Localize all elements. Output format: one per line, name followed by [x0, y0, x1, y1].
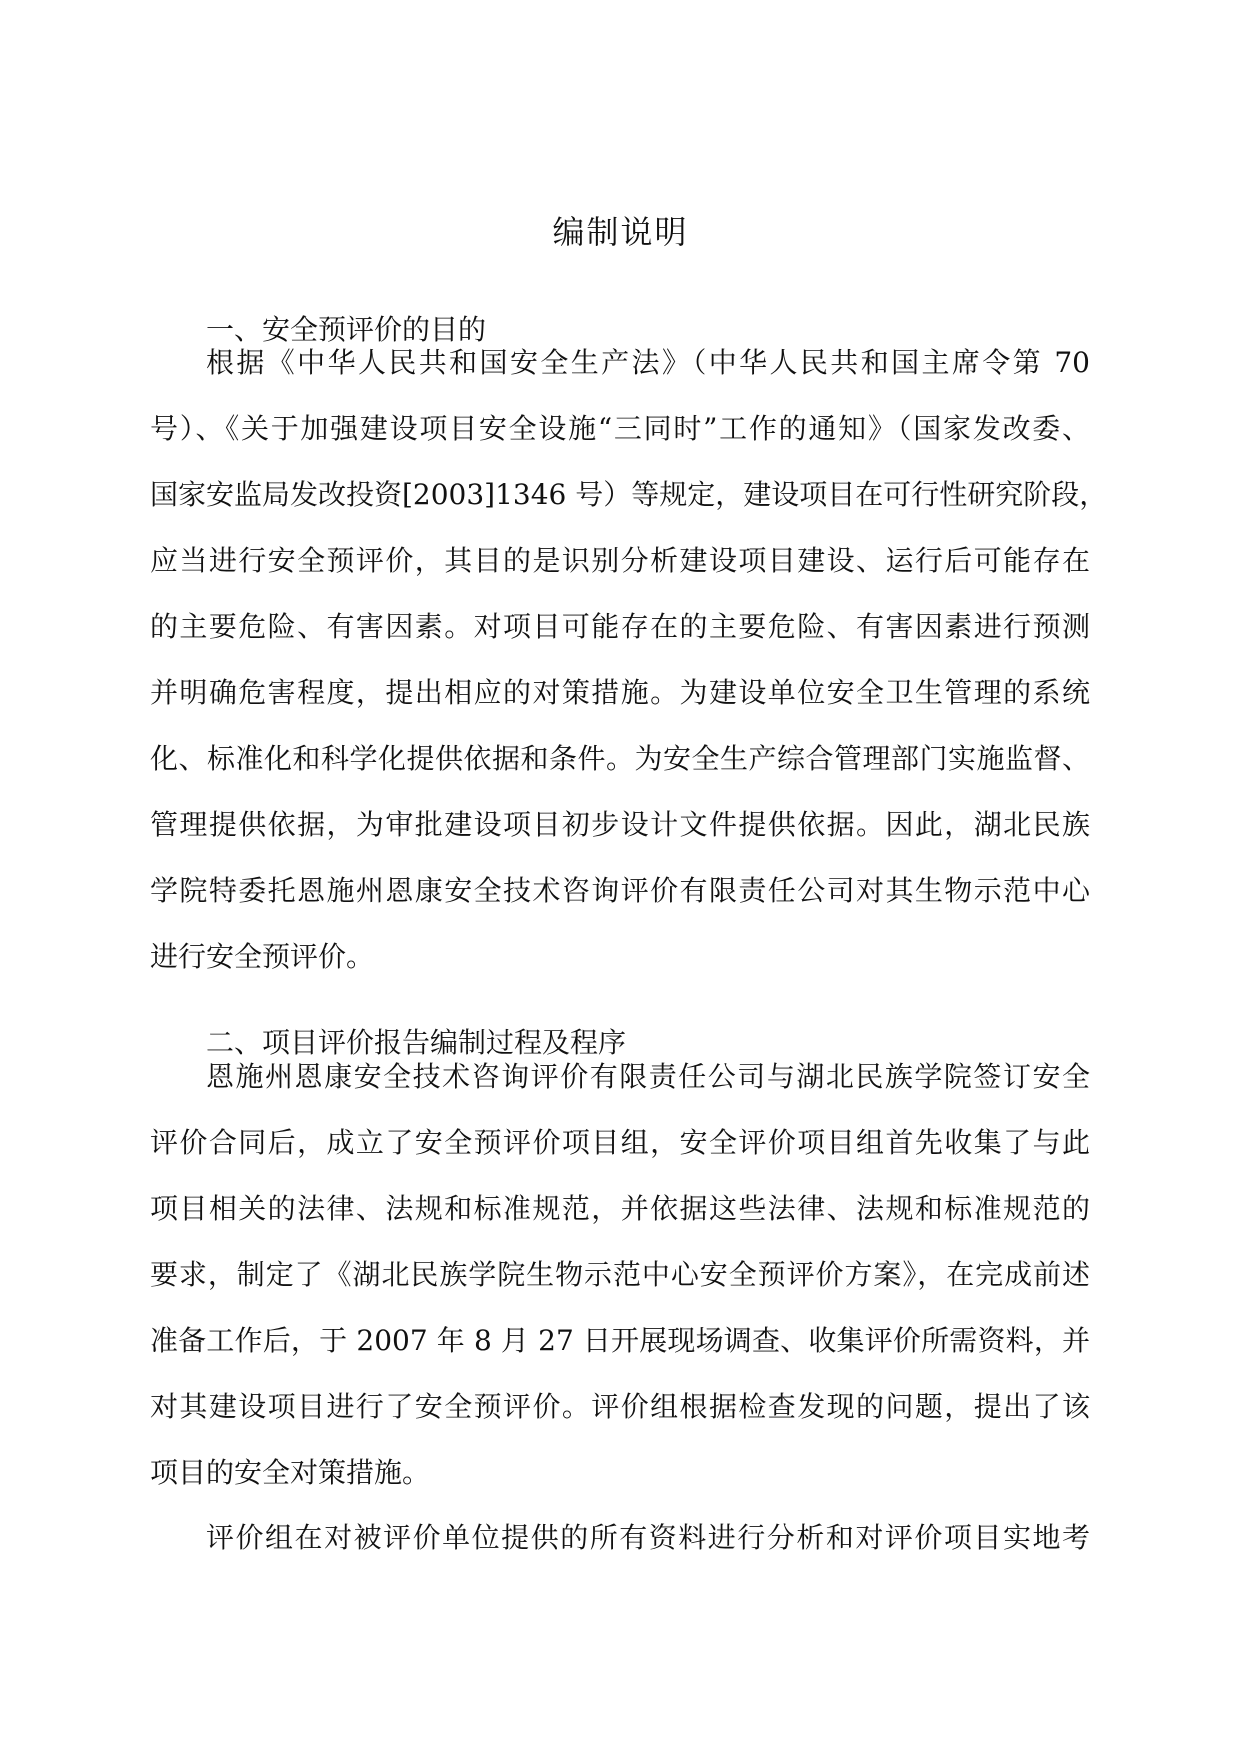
paragraph-line: 并明确危害程度，提出相应的对策措施。为建设单位安全卫生管理的系统: [150, 676, 1090, 709]
paragraph-line: 对其建设项目进行了安全预评价。评价组根据检查发现的问题，提出了该: [150, 1390, 1090, 1423]
section-heading-process: 二、项目评价报告编制过程及程序: [206, 1026, 627, 1059]
paragraph-line: 评价合同后，成立了安全预评价项目组，安全评价项目组首先收集了与此: [150, 1126, 1090, 1159]
paragraph-purpose: [150, 330, 1108, 990]
paragraph-line: 项目的安全对策措施。: [150, 1456, 431, 1489]
paragraph-line: 学院特委托恩施州恩康安全技术咨询评价有限责任公司对其生物示范中心: [150, 874, 1090, 907]
document-title: 编制说明: [552, 213, 689, 251]
paragraph-line: 要求，制定了《湖北民族学院生物示范中心安全预评价方案》，在完成前述: [150, 1258, 1090, 1291]
paragraph-line: 恩施州恩康安全技术咨询评价有限责任公司与湖北民族学院签订安全: [206, 1060, 1090, 1093]
paragraph-line: 应当进行安全预评价，其目的是识别分析建设项目建设、运行后可能存在: [150, 544, 1090, 577]
paragraph-line: 评价组在对被评价单位提供的所有资料进行分析和对评价项目实地考: [206, 1521, 1090, 1554]
paragraph-line: 管理提供依据，为审批建设项目初步设计文件提供依据。因此，湖北民族: [150, 808, 1090, 841]
paragraph-process: [150, 1044, 1090, 1506]
paragraph-evaluation: [150, 1505, 1090, 1571]
paragraph-line: 根据《中华人民共和国安全生产法》（中华人民共和国主席令第 70: [206, 346, 1090, 379]
paragraph-line: 号）、《关于加强建设项目安全设施“三同时”工作的通知》（国家发改委、: [150, 412, 1090, 445]
paragraph-line: 准备工作后，于 2007 年 8 月 27 日开展现场调查、收集评价所需资料，并: [150, 1324, 1090, 1357]
section-heading-purpose: 一、安全预评价的目的: [206, 313, 487, 346]
paragraph-line: 国家安监局发改投资[2003]1346 号）等规定，建设项目在可行性研究阶段，: [150, 478, 1108, 511]
paragraph-line: 项目相关的法律、法规和标准规范，并依据这些法律、法规和标准规范的: [150, 1192, 1090, 1225]
paragraph-line: 化、标准化和科学化提供依据和条件。为安全生产综合管理部门实施监督、: [150, 742, 1090, 775]
paragraph-line: 进行安全预评价。: [150, 940, 375, 973]
paragraph-line: 的主要危险、有害因素。对项目可能存在的主要危险、有害因素进行预测: [150, 610, 1090, 643]
